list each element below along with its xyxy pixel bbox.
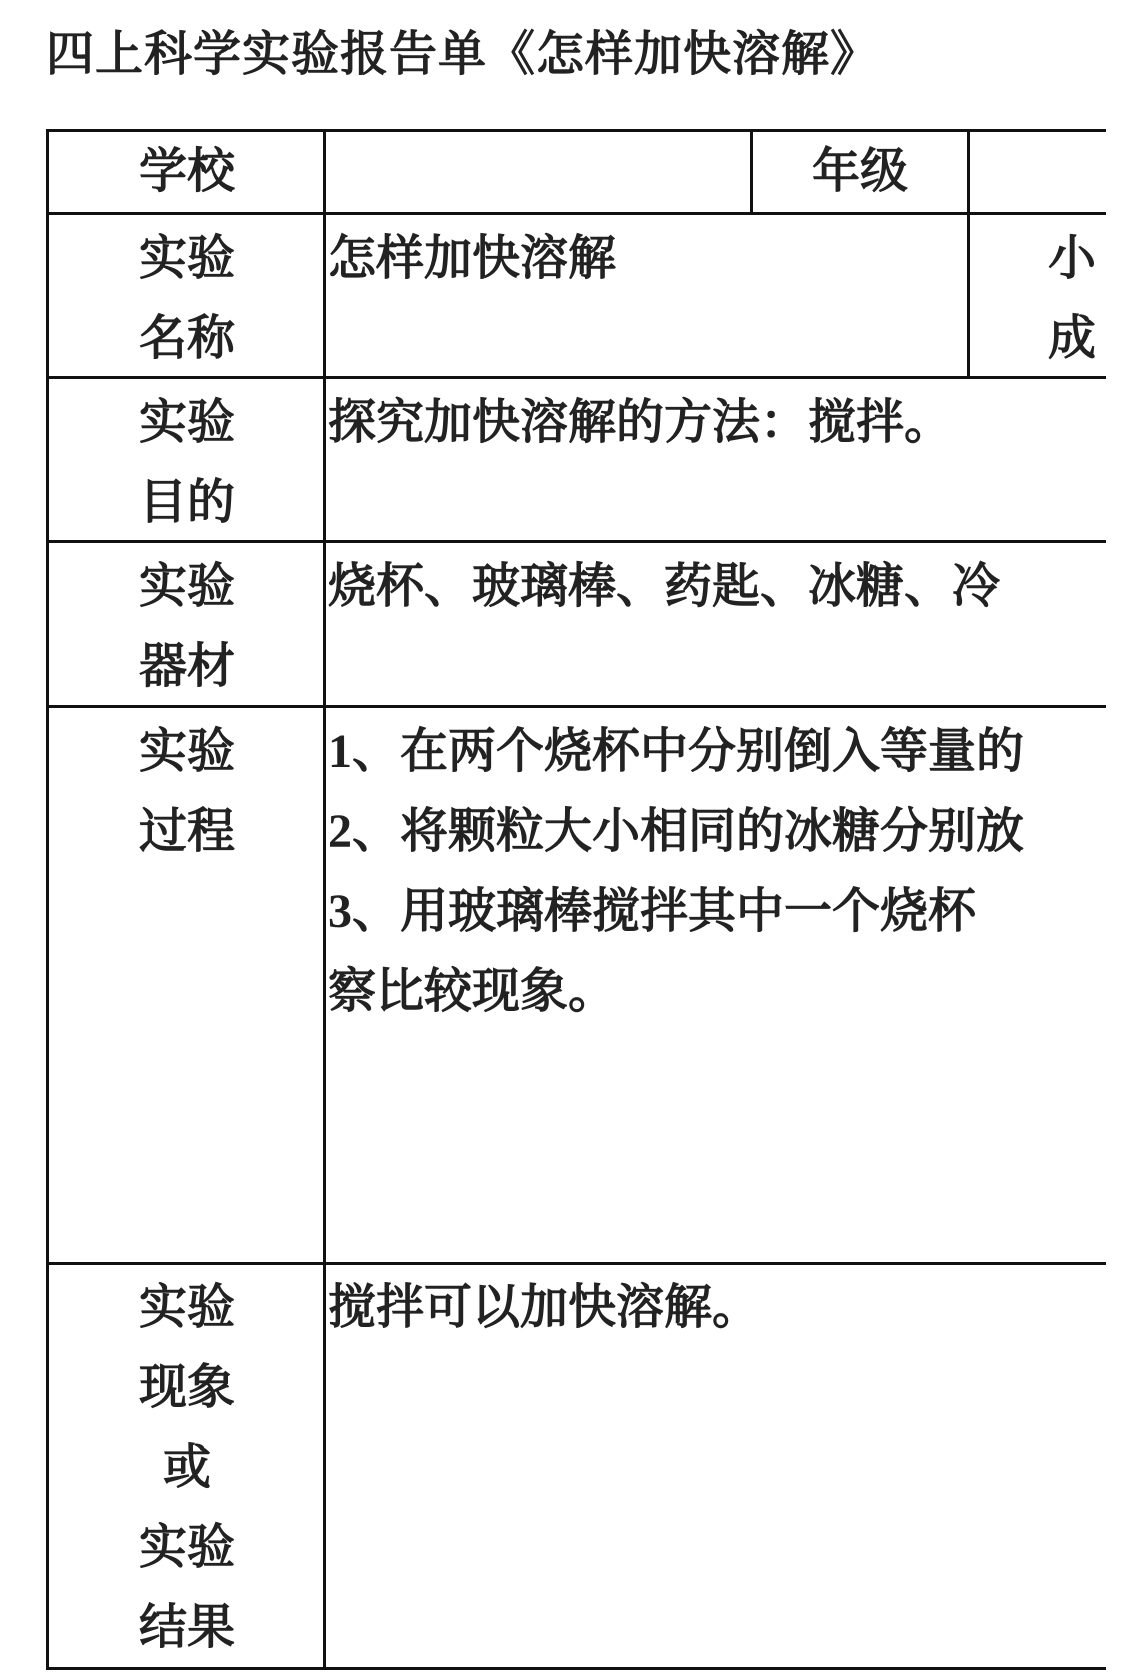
experiment-materials-label: 实验 器材	[138, 558, 235, 694]
school-label: 学校	[138, 143, 235, 199]
process-step-number: 1	[328, 725, 352, 778]
process-step-text: 、在两个烧杯中分别倒入等量的	[352, 723, 1025, 779]
experiment-purpose-value: 探究加快溶解的方法：搅拌。	[328, 394, 953, 450]
process-step	[328, 871, 976, 952]
process-step-text: 、将颗粒大小相同的冰糖分别放	[352, 803, 1025, 859]
experiment-result-label: 实验 现象 或 实验 结果	[138, 1279, 235, 1655]
process-step-number: 3	[328, 885, 352, 938]
table-rule	[967, 129, 970, 379]
process-step-continuation: 察比较现象。	[328, 963, 617, 1019]
experiment-purpose-label: 实验 目的	[138, 394, 235, 530]
table-rule	[46, 1667, 1106, 1670]
process-step-text: 、用玻璃棒搅拌其中一个烧杯	[352, 883, 977, 939]
table-rule	[46, 1262, 1106, 1265]
side-label-line1: 小	[1048, 230, 1097, 286]
experiment-process-label: 实验 过程	[138, 723, 235, 859]
process-step	[328, 791, 1024, 872]
process-step	[328, 711, 1024, 792]
page-title: 四上科学实验报告单《怎样加快溶解》	[46, 26, 880, 82]
table-rule	[46, 212, 1106, 215]
experiment-name-value: 怎样加快溶解	[328, 230, 617, 286]
process-step-number: 2	[328, 805, 352, 858]
side-label-line2: 成	[1048, 310, 1097, 366]
experiment-result-value: 搅拌可以加快溶解。	[328, 1279, 761, 1335]
experiment-materials-value: 烧杯、玻璃棒、药匙、冰糖、冷	[328, 558, 1001, 614]
grade-label: 年级	[811, 143, 908, 199]
experiment-name-label: 实验 名称	[138, 230, 235, 366]
